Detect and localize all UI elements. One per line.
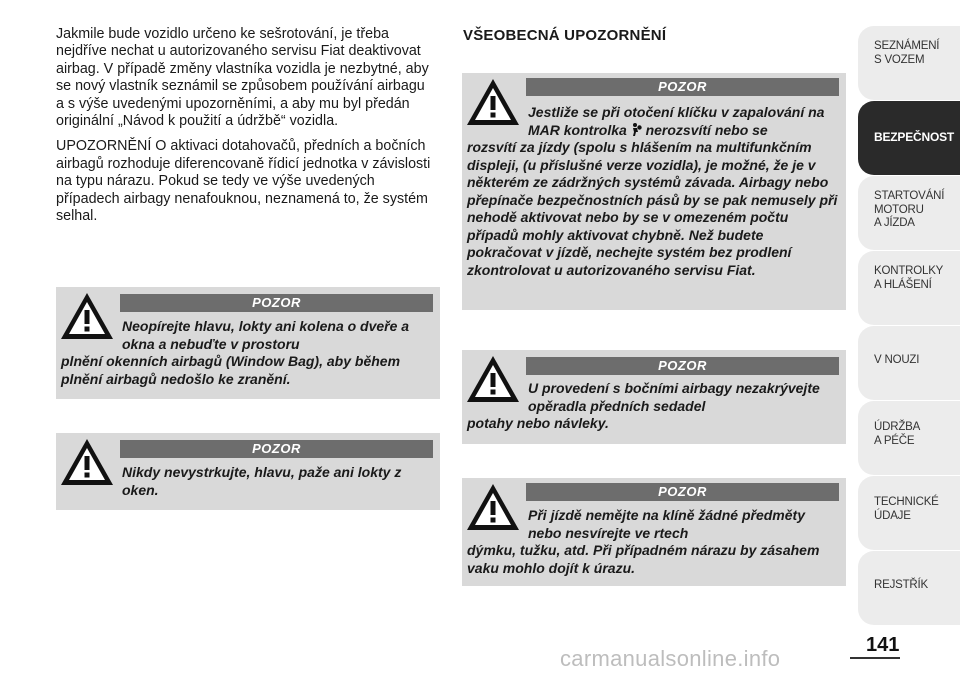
watermark: carmanualsonline.info (560, 646, 781, 671)
tab-bezpecnost[interactable]: BEZPEČNOST (858, 101, 960, 175)
warning-header: POZOR (526, 78, 839, 96)
warning-header: POZOR (120, 440, 433, 458)
warning-box-windows (56, 433, 440, 510)
warning-text: Neopírejte hlavu, lokty ani kolena o dveře a okna a nebuďte v prostoru plnění okenních airbagů (Window Bag), aby během plnění airbagů nedošlo ke zranění. (61, 318, 410, 387)
note-paragraph: UPOZORNĚNÍ O aktivaci dotahovačů, předních a bočních airbagů rozhoduje diferencovaně řídicí jednotka v závislosti na typu nárazu. Pokud se tedy ve výše uvedených případech airbagy nenafouknou, neznamená to, že systém selhal. (56, 138, 431, 225)
section-title: VŠEOBECNÁ UPOZORNĚNÍ (463, 27, 667, 44)
tab-kontrolky[interactable]: KONTROLKY A HLÁŠENÍ (858, 251, 960, 325)
warning-text: Jestliže se při otočení klíčku v zapalování na MAR kontrolka nerozsvítí nebo se rozsvítí za jízdy (spolu s hlášením na multifunkčním displeji, (u příslušné verze vozidla), je možné, že je v některém ze zádržných systémů závada. Airbagy nebo přepínače bezpečnostních pásů by se pak nemusely při nehodě aktivovat nebo by se v omezeném počtu případů mohly aktivovat chybně. Než budete pokračovat v jízdě, nechejte systém bez prodlení zkontrolovat u autorizovaného servisu Fiat. (467, 104, 838, 278)
warning-text: U provedení s bočními airbagy nezakrývejte opěradla předních sedadel potahy nebo návleky. (467, 380, 820, 431)
warning-text: Nikdy nevystrkujte, hlavu, paže ani lokty z oken. (122, 464, 402, 498)
tab-rejstrik[interactable]: REJSTŘÍK (858, 551, 960, 625)
warning-header: POZOR (120, 294, 433, 312)
warning-box-head-elbows (56, 287, 440, 399)
tab-udrzba[interactable]: ÚDRŽBA A PÉČE (858, 401, 960, 475)
warning-header: POZOR (526, 483, 839, 501)
page-number: 141 (866, 634, 900, 656)
warning-box-objects-lap (462, 478, 846, 586)
tab-seznameni-s-vozem[interactable]: SEZNÁMENÍ S VOZEM (858, 26, 960, 100)
tab-technicke-udaje[interactable]: TECHNICKÉ ÚDAJE (858, 476, 960, 550)
chapter-sidebar (858, 26, 960, 626)
warning-header: POZOR (526, 357, 839, 375)
page-number-rule (850, 657, 900, 659)
tab-v-nouzi[interactable]: V NOUZI (858, 326, 960, 400)
airbag-warning-icon (631, 123, 642, 137)
intro-paragraph: Jakmile bude vozidlo určeno ke sešrotování, je třeba nejdříve nechat u autorizovaného servisu Fiat deaktivovat airbag. V případě změny vlastníka vozidla je nezbytné, aby se nový vlastník seznámil se způsobem používání airbagu a s výše uvedenými upozorněními, a aby mu byl předán originální „Návod k použití a údržbě“ vozidla. (56, 26, 429, 130)
left-column (56, 26, 436, 233)
warning-text: Při jízdě nemějte na klíně žádné předměty nebo nesvírejte ve rtech dýmku, tužku, atd. Při případném nárazu by zásahem vaku mohlo dojít k úrazu. (467, 507, 820, 576)
warning-box-airbag-light (462, 73, 846, 310)
tab-startovani-motoru[interactable]: STARTOVÁNÍ MOTORU A JÍZDA (858, 176, 960, 250)
warning-box-seat-covers (462, 350, 846, 444)
